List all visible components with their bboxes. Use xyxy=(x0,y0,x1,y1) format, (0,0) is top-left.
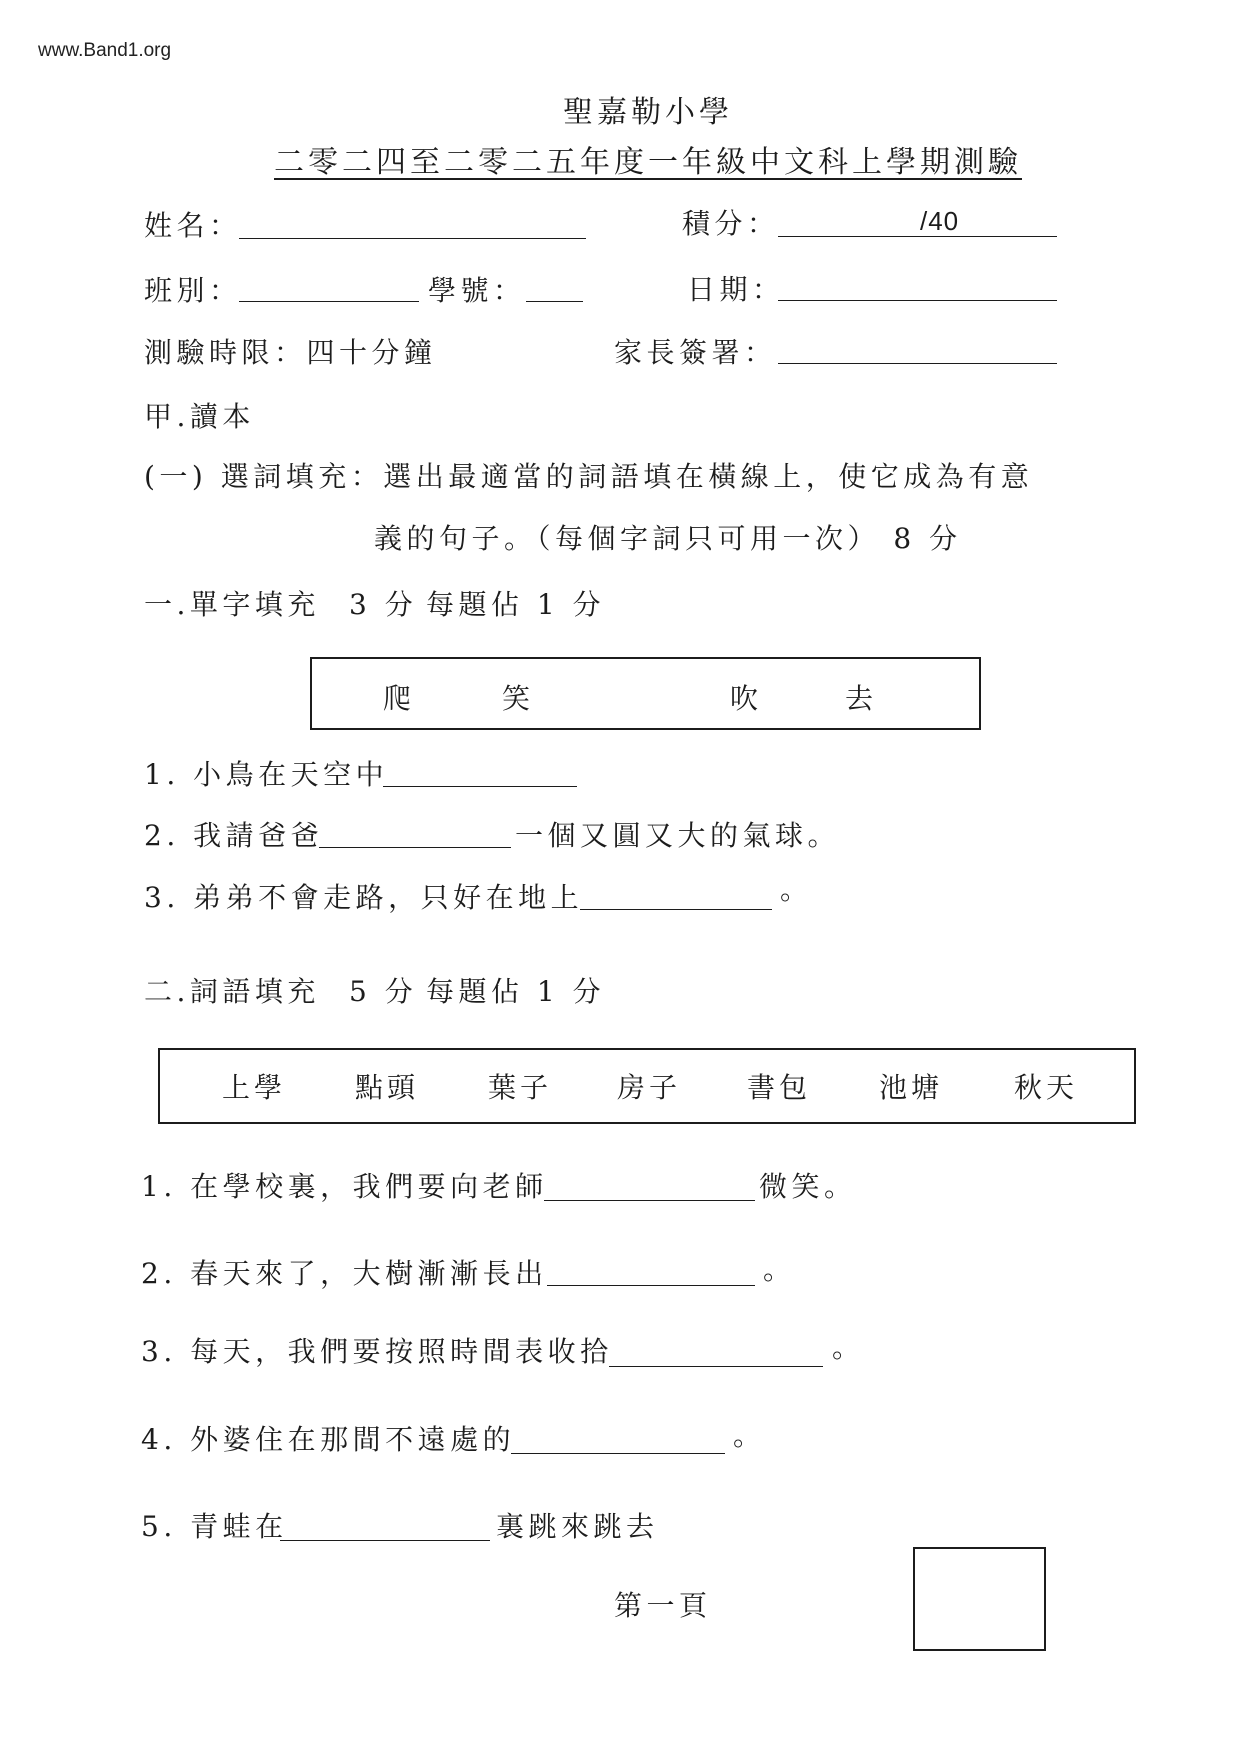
word-bank-item: 池塘 xyxy=(879,1071,944,1104)
word-bank-item: 上學 xyxy=(222,1071,287,1104)
name-line xyxy=(239,238,586,239)
part2-question-3-ending: 。 xyxy=(832,1331,865,1364)
word-bank-item: 葉子 xyxy=(488,1071,553,1104)
time-limit: 測驗時限：四十分鐘 xyxy=(144,336,437,369)
score-label: 積分： xyxy=(682,207,780,240)
part1-heading: 一.單字填充 xyxy=(144,588,320,621)
part1-question-2-ending: 一個又圓又大的氣球。 xyxy=(515,819,841,852)
part1-question-3-ending: 。 xyxy=(780,873,813,906)
answer-blank xyxy=(511,1453,725,1454)
part2-heading: 二.詞語填充 xyxy=(144,975,320,1008)
word-bank-item: 秋天 xyxy=(1014,1071,1079,1104)
part2-question-4: 4. 外婆住在那間不遠處的 xyxy=(141,1423,516,1456)
date-line xyxy=(778,300,1057,301)
part1-question-2: 2. 我請爸爸 xyxy=(144,819,324,852)
part2-question-2: 2. 春天來了，大樹漸漸長出 xyxy=(141,1257,548,1290)
part1-per-question: 每題佔 1 分 xyxy=(426,588,606,621)
word-bank-item: 去 xyxy=(845,682,878,715)
part2-question-5: 5. 青蛙在 xyxy=(141,1510,288,1543)
student-number-line xyxy=(526,301,583,302)
word-bank-item: 房子 xyxy=(617,1071,682,1104)
part2-question-4-ending: 。 xyxy=(733,1419,766,1452)
part1-question-1: 1. 小鳥在天空中 xyxy=(144,758,389,791)
word-bank-item: 吹 xyxy=(730,682,763,715)
school-name: 聖嘉勒小學 xyxy=(563,95,733,130)
part1-marks: 3 分 xyxy=(349,588,418,621)
answer-blank xyxy=(544,1200,755,1201)
parent-signature-line xyxy=(778,363,1057,364)
part1-word-bank xyxy=(310,657,981,730)
page-score-box xyxy=(913,1547,1046,1651)
exam-title-wrap xyxy=(248,146,1048,180)
student-number-label: 學號： xyxy=(428,274,526,307)
class-line xyxy=(239,301,419,302)
score-total: /40 xyxy=(920,206,960,236)
answer-blank xyxy=(280,1540,490,1541)
score-line xyxy=(778,236,1057,237)
part2-marks: 5 分 xyxy=(349,975,418,1008)
part2-question-1: 1. 在學校裏，我們要向老師 xyxy=(141,1170,548,1203)
page-number: 第一頁 xyxy=(614,1589,712,1622)
name-label: 姓名： xyxy=(144,209,242,242)
instruction-line-1: (一) 選詞填充：選出最適當的詞語填在橫線上，使它成為有意 xyxy=(144,460,1034,493)
answer-blank xyxy=(580,909,772,910)
class-label: 班別： xyxy=(144,274,242,307)
word-bank-item: 爬 xyxy=(383,682,416,715)
part2-question-5-ending: 裏跳來跳去 xyxy=(496,1510,659,1543)
answer-blank xyxy=(609,1366,823,1367)
instruction-line-2: 義的句子。（每個字詞只可用一次） 8 分 xyxy=(374,522,962,555)
section-title: 甲.讀本 xyxy=(144,400,255,433)
word-bank-item: 點頭 xyxy=(355,1071,420,1104)
answer-blank xyxy=(547,1285,755,1286)
answer-blank xyxy=(383,786,577,787)
part2-word-bank xyxy=(158,1048,1136,1124)
site-watermark: www.Band1.org xyxy=(38,40,172,61)
part2-per-question: 每題佔 1 分 xyxy=(426,975,606,1008)
part2-question-1-ending: 微笑。 xyxy=(759,1170,857,1203)
parent-signature-label: 家長簽署： xyxy=(614,336,777,369)
part1-question-3: 3. 弟弟不會走路，只好在地上 xyxy=(144,881,584,914)
exam-title: 二零二四至二零二五年度一年級中文科上學期測驗 xyxy=(274,145,1022,180)
word-bank-item: 書包 xyxy=(747,1071,812,1104)
part2-question-2-ending: 。 xyxy=(763,1253,796,1286)
word-bank-item: 笑 xyxy=(502,682,535,715)
date-label: 日期： xyxy=(687,273,785,306)
part2-question-3: 3. 每天，我們要按照時間表收拾 xyxy=(141,1335,613,1368)
answer-blank xyxy=(319,847,511,848)
